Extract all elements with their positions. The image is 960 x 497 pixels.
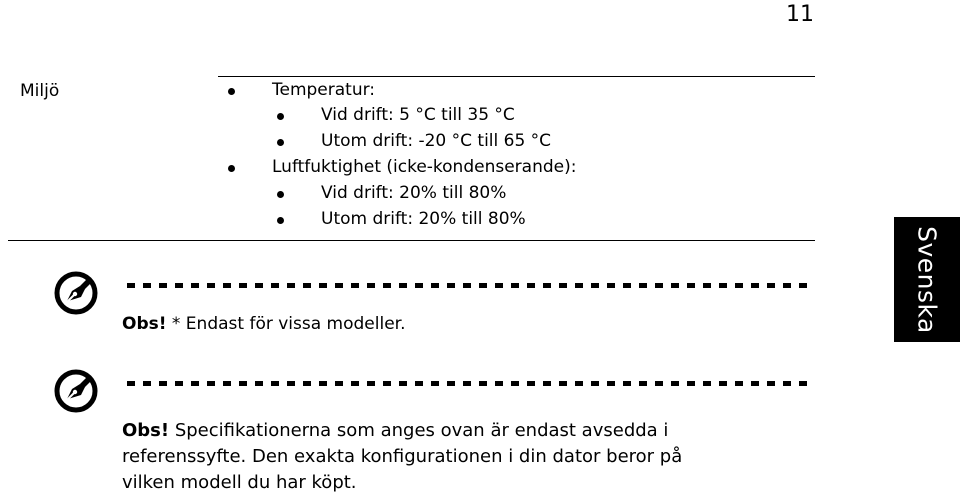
- spec-table-bottom-rule: [8, 240, 815, 241]
- note-body: Specifikationerna som anges ovan är endast avsedda i: [169, 420, 669, 441]
- spec-bullet: [228, 88, 235, 95]
- note-line: referenssyfte. Den exakta konfigurationen i din dator beror på: [122, 446, 683, 467]
- page-number: 11: [786, 2, 814, 27]
- note-text: [122, 418, 842, 496]
- note-divider-dotted: [127, 283, 815, 288]
- spec-bullet: [228, 165, 235, 172]
- spec-item-humidity-nonoperating: Utom drift: 20% till 80%: [321, 209, 526, 229]
- note-body: * Endast för vissa modeller.: [166, 314, 406, 334]
- note-label: Obs!: [122, 314, 167, 334]
- spec-item-temp-nonoperating: Utom drift: -20 °C till 65 °C: [321, 131, 552, 151]
- spec-bullet: [277, 113, 284, 120]
- pen-nib-icon: [53, 270, 99, 316]
- pen-nib-icon: [53, 368, 99, 414]
- spec-table-top-rule: [218, 76, 815, 77]
- note-label: Obs!: [122, 420, 170, 441]
- spec-label-environment: Miljö: [20, 81, 60, 101]
- note-line: [122, 418, 842, 444]
- note-divider-dotted: [127, 381, 815, 386]
- note-text: [122, 314, 406, 334]
- spec-item-humidity-operating: Vid drift: 20% till 80%: [321, 183, 507, 203]
- spec-bullet: [277, 139, 284, 146]
- spec-item-temperature: Temperatur:: [272, 80, 376, 100]
- spec-bullet: [277, 217, 284, 224]
- spec-item-temp-operating: Vid drift: 5 °C till 35 °C: [321, 105, 515, 125]
- note-line: vilken modell du har köpt.: [122, 472, 357, 493]
- spec-bullet: [277, 191, 284, 198]
- language-side-tab: [894, 217, 960, 342]
- language-tab-label: Svenska: [912, 225, 942, 334]
- spec-item-humidity: Luftfuktighet (icke-kondenserande):: [272, 157, 577, 177]
